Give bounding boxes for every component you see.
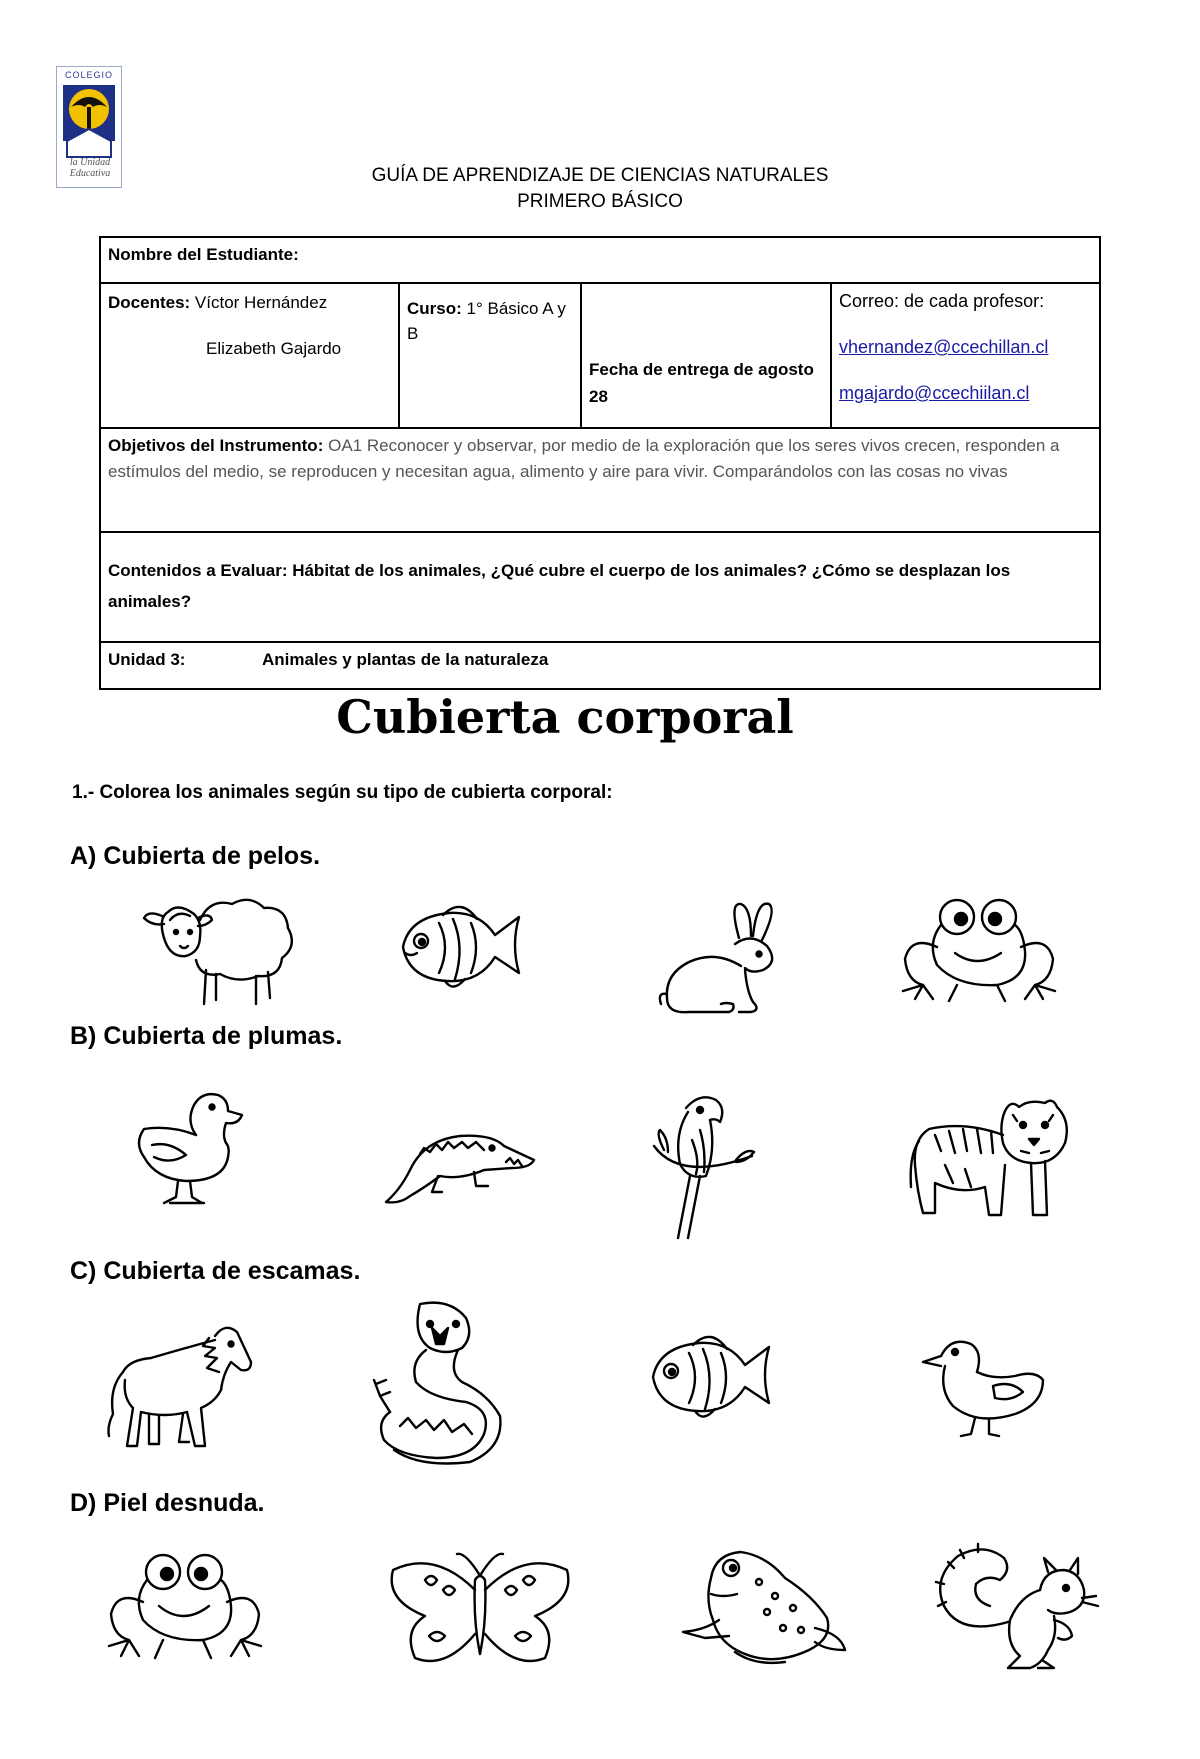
rabbit-icon[interactable] [655, 898, 795, 1023]
course-value: 1° Básico A y B [407, 299, 566, 343]
horse-icon[interactable] [105, 1318, 255, 1453]
section-heading-c: C) Cubierta de escamas. [70, 1257, 361, 1285]
toad-icon[interactable] [675, 1538, 850, 1678]
unit-cell [100, 642, 1100, 689]
fish-icon[interactable] [395, 895, 525, 995]
tree-logo-icon [59, 81, 119, 159]
teacher-1: Víctor Hernández [194, 293, 328, 312]
snake-icon[interactable] [370, 1300, 525, 1465]
objectives-label: Objetivos del Instrumento: [108, 436, 324, 455]
section-heading-d: D) Piel desnuda. [70, 1489, 265, 1517]
fish-icon-2[interactable] [645, 1325, 775, 1425]
objectives-text: OA1 Reconocer y observar, por medio de la exploración que los seres vivos crecen, responden a estímulos del medio, se reproducen y necesitan agua, alimento y aire para vivir. Comparándolos con las cosas no vivas [108, 436, 1060, 481]
course-cell [399, 283, 581, 428]
main-title: Cubierta corporal [336, 690, 794, 744]
course-label: Curso: [407, 299, 462, 318]
contents-cell [100, 532, 1100, 642]
logo-script-text: la Unidad Educativa [69, 157, 111, 179]
unit-label: Unidad 3: [108, 650, 186, 669]
info-table [99, 236, 1101, 690]
guide-title: GUÍA DE APRENDIZAJE DE CIENCIAS NATURALES [371, 165, 829, 186]
parrot-icon[interactable] [650, 1090, 760, 1240]
contents-text: Contenidos a Evaluar: Hábitat de los animales, ¿Qué cubre el cuerpo de los animales? ¿Cómo se desplazan los animales? [108, 561, 1011, 611]
email-link-1[interactable]: vhernandez@ccechillan.cl [839, 337, 1049, 357]
delivery-cell [581, 283, 831, 428]
sheep-icon[interactable] [140, 880, 300, 1010]
section-heading-a: A) Cubierta de pelos. [70, 842, 321, 870]
logo-top-text: COLEGIO [64, 70, 113, 80]
chick-icon[interactable] [915, 1330, 1050, 1440]
butterfly-icon[interactable] [385, 1550, 575, 1675]
teachers-cell [100, 283, 399, 428]
objectives-cell [100, 428, 1100, 532]
student-name-label: Nombre del Estudiante: [108, 245, 299, 264]
guide-subtitle: PRIMERO BÁSICO [517, 191, 683, 212]
frog-icon[interactable] [897, 895, 1062, 1010]
squirrel-icon[interactable] [930, 1540, 1105, 1680]
email-link-2[interactable]: mgajardo@ccechiilan.cl [839, 383, 1030, 403]
instruction: 1.- Colorea los animales según su tipo de cubierta corporal: [72, 782, 613, 803]
email-cell [831, 283, 1100, 428]
crocodile-icon[interactable] [380, 1110, 540, 1210]
student-name-cell[interactable] [100, 237, 1100, 283]
unit-value: Animales y plantas de la naturaleza [262, 650, 549, 669]
teacher-2: Elizabeth Gajardo [206, 339, 342, 358]
frog-icon-2[interactable] [105, 1548, 265, 1668]
delivery-date: Fecha de entrega de agosto 28 [589, 360, 814, 406]
duck-icon[interactable] [130, 1085, 250, 1210]
section-heading-b: B) Cubierta de plumas. [70, 1022, 343, 1050]
teachers-label: Docentes: [108, 293, 191, 312]
tiger-icon[interactable] [905, 1095, 1075, 1225]
email-label: Correo: de cada profesor: [839, 291, 1045, 311]
